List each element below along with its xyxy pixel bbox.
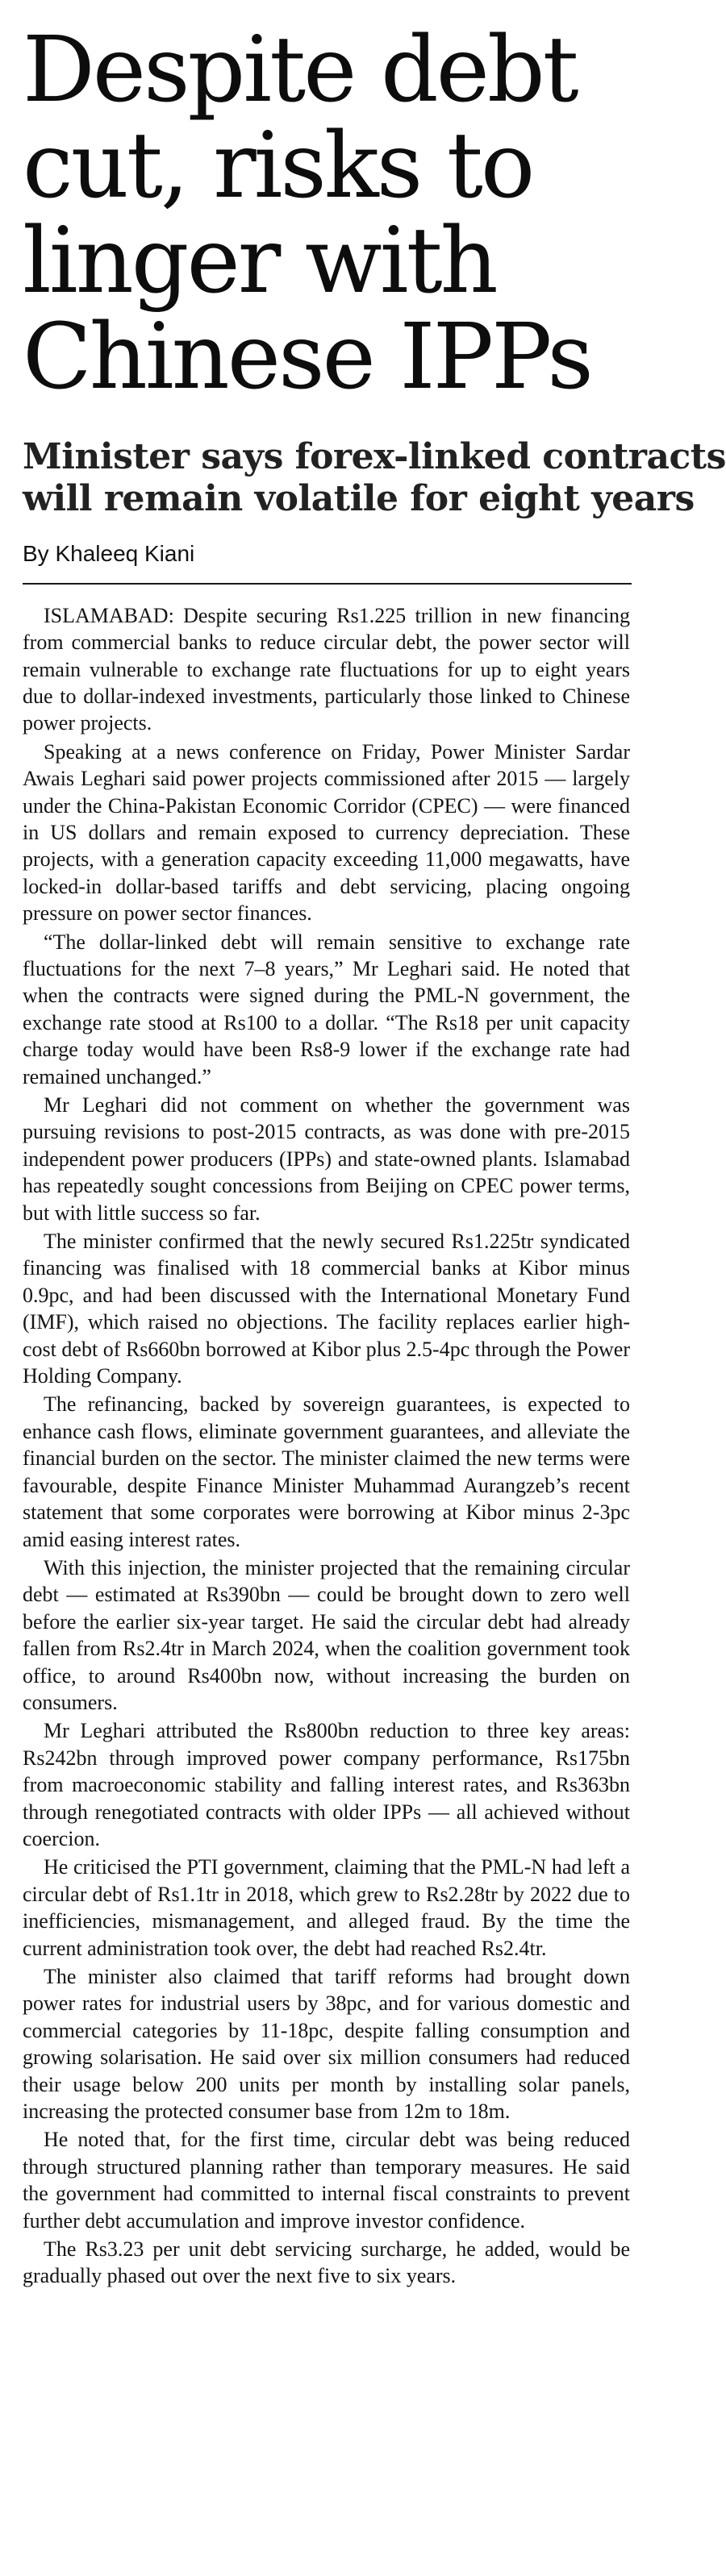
article-paragraph: The Rs3.23 per unit debt servicing surcharge, he added, would be gradually phased out over the next five to six years.	[23, 2237, 630, 2288]
article-paragraph: The refinancing, backed by sovereign guarantees, is expected to enhance cash flows, eliminate government guarantees, and alleviate the financial burden on the sector. The minister claimed the new terms were favourable, despite Finance Minister Muhammad Aurangzeb’s recent statement that some corporates were borrowing at Kibor minus 2-3pc amid easing interest rates.	[23, 1392, 630, 1551]
article-body	[23, 602, 632, 2290]
subheadline-line: will remain volatile for eight years	[23, 477, 695, 519]
byline: By Khaleeq Kiani	[23, 540, 195, 566]
article-paragraph: He noted that, for the first time, circular debt was being reduced through structured planning rather than temporary measures. He said the government had committed to internal fiscal constraints to prevent further debt accumulation and improve investor confidence.	[23, 2128, 630, 2233]
article-paragraph: ISLAMABAD: Despite securing Rs1.225 trillion in new financing from commercial banks to reduce circular debt, the power sector will remain vulnerable to exchange rate fluctuations for up to eight years due to dollar-indexed investments, particularly those linked to Chinese power projects.	[23, 603, 630, 735]
subheadline-line: Minister says forex-linked contracts	[23, 435, 726, 477]
article-paragraph: The minister confirmed that the newly secured Rs1.225tr syndicated financing was finalised with 18 commercial banks at Kibor minus 0.9pc, and had been discussed with the International Monetary Fund (IMF), which raised no objections. The facility replaces earlier high-cost debt of Rs660bn borrowed at Kibor plus 2.5-4pc through the Power Holding Company.	[23, 1230, 630, 1388]
article-paragraph: Mr Leghari did not comment on whether the government was pursuing revisions to post-2015 contracts, as was done with pre-2015 independent power producers (IPPs) and state-owned plants. Islamabad has repeatedly sought concessions from Beijing on CPEC power terms, but with little success so far.	[23, 1093, 630, 1225]
headline	[23, 18, 632, 410]
article-paragraph: Mr Leghari attributed the Rs800bn reduction to three key areas: Rs242bn through improved power company performance, Rs175bn from macroeconomic stability and falling interest rates, and Rs363bn through renegotiated contracts with older IPPs — all achieved without coercion.	[23, 1719, 630, 1850]
headline-line: linger with	[23, 209, 496, 314]
headline-line: Chinese IPPs	[23, 305, 591, 410]
article-paragraph: The minister also claimed that tariff reforms had brought down power rates for industrial users by 38pc, and for various domestic and commercial categories by 11-18pc, despite falling consumption and growing solarisation. He said over six million consumers had reduced their usage below 200 units per month by installing solar panels, increasing the protected consumer base from 12m to 18m.	[23, 1965, 630, 2124]
article-paragraph: He criticised the PTI government, claiming that the PML-N had left a circular debt of Rs1.1tr in 2018, which grew to Rs2.28tr by 2022 due to inefficiencies, mismanagement, and alleged fraud. By the time the current administration took over, the debt had reached Rs2.4tr.	[23, 1855, 630, 1960]
byline-divider	[23, 583, 632, 585]
article-paragraph: “The dollar-linked debt will remain sensitive to exchange rate fluctuations for the next 7–8 years,” Mr Leghari said. He noted that when the contracts were signed during the PML-N government, the exchange rate stood at Rs100 to a dollar. “The Rs18 per unit capacity charge today would have been Rs8-9 lower if the exchange rate had remained unchanged.”	[23, 930, 630, 1088]
headline-line: Despite debt	[23, 18, 577, 123]
subheadline	[23, 435, 726, 520]
headline-line: cut, risks to	[23, 113, 533, 218]
article-paragraph: Speaking at a news conference on Friday, Power Minister Sardar Awais Leghari said power projects commissioned after 2015 — largely under the China-Pakistan Economic Corridor (CPEC) — were financed in US dollars and remain exposed to currency depreciation. These projects, with a generation capacity exceeding 11,000 megawatts, have locked-in dollar-based tariffs and debt servicing, placing ongoing pressure on power sector finances.	[23, 739, 630, 926]
article-paragraph: With this injection, the minister projected that the remaining circular debt — estimated at Rs390bn — could be brought down to zero well before the earlier six-year target. He said the circular debt had already fallen from Rs2.4tr in March 2024, when the coalition government took office, to around Rs400bn now, without increasing the burden on consumers.	[23, 1555, 630, 1714]
